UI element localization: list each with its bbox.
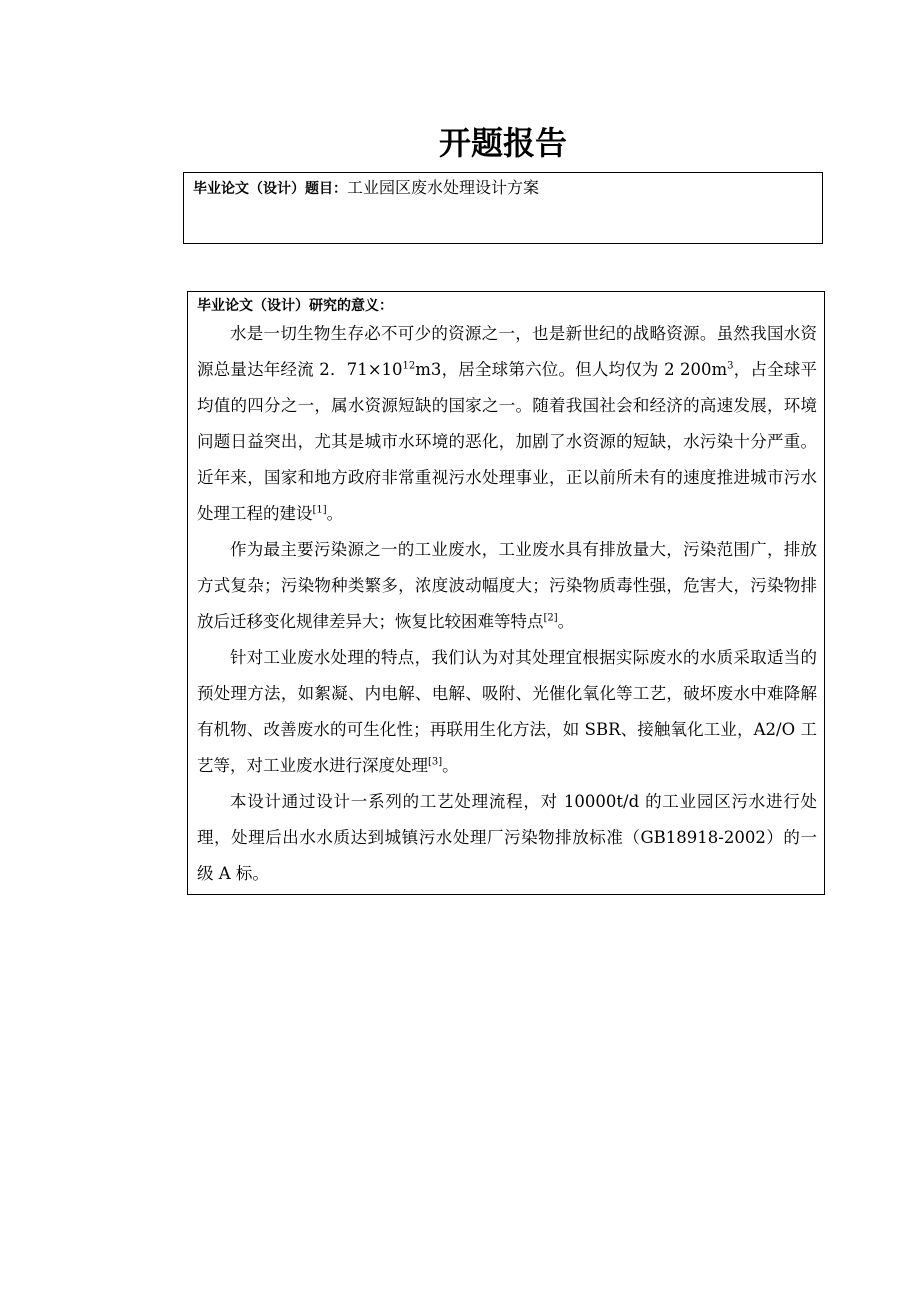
superscript-exponent: 3	[727, 360, 734, 372]
thesis-title-label: 毕业论文（设计）题目：	[193, 181, 347, 197]
thesis-title-row	[193, 177, 539, 200]
page-title: 开题报告	[438, 124, 567, 162]
citation-ref-1: [1]	[312, 504, 327, 516]
paragraph-text: 。	[442, 756, 459, 775]
research-meaning-box	[187, 291, 825, 895]
paragraph-text: ，占全球平均值的四分之一，属水资源短缺的国家之一。随着我国社会和经济的高速发展，环境问题日益突出，尤其是城市水环境的恶化，加剧了水资源的短缺，水污染十分严重。近年来，国家和地方政府非常重视污水处理事业，正以前所未有的速度推进城市污水处理工程的建设	[197, 360, 818, 523]
paragraph-1	[197, 316, 817, 532]
citation-ref-2: [2]	[543, 612, 558, 624]
citation-ref-3: [3]	[428, 756, 443, 768]
paragraph-2	[197, 532, 817, 640]
research-meaning-text	[197, 316, 817, 892]
paragraph-text: 。	[326, 504, 344, 523]
research-meaning-label: 毕业论文（设计）研究的意义：	[197, 298, 393, 314]
paragraph-text: 水是一切生物生存必不可少的资源之一，也是新世纪的战略资源。虽然我国水资源总量达年经流 2．71×10	[197, 324, 817, 379]
superscript-exponent: 12	[402, 360, 416, 372]
paragraph-text: 针对工业废水处理的特点，我们认为对其处理宜根据实际废水的水质采取适当的预处理方法，如絮凝、内电解、电解、吸附、光催化氧化等工艺，破坏废水中难降解有机物、改善废水的可生化性；再联用生化方法，如 SBR、接触氧化工业，A2/O 工艺等，对工业废水进行深度处理	[197, 648, 817, 775]
thesis-title-box	[183, 172, 823, 244]
paragraph-text: m3，居全球第六位。但人均仅为 2 200m	[415, 360, 728, 379]
paragraph-text: 本设计通过设计一系列的工艺处理流程，对 10000t/d 的工业园区污水进行处理，处理后出水水质达到城镇污水处理厂污染物排放标准（GB18918-2002）的一级 A 标。	[197, 792, 817, 883]
paragraph-text: 。	[557, 612, 575, 631]
paragraph-4	[197, 784, 817, 892]
thesis-title-value: 工业园区废水处理设计方案	[347, 178, 540, 197]
paragraph-text: 作为最主要污染源之一的工业废水，工业废水具有排放量大，污染范围广，排放方式复杂；污染物种类繁多，浓度波动幅度大；污染物质毒性强，危害大，污染物排放后迁移变化规律差异大；恢复比较困难等特点	[197, 540, 817, 631]
paragraph-3	[197, 640, 817, 784]
